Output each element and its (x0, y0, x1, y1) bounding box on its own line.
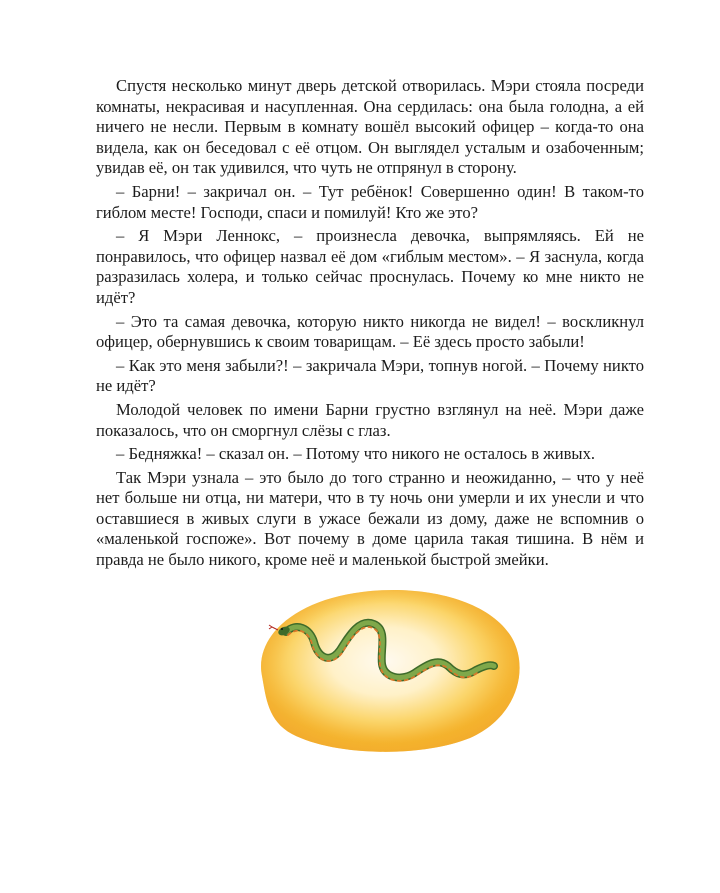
story-text (96, 76, 644, 574)
paragraph: Так Мэри узнала – это было до того странно и неожиданно, – что у неё нет больше ни отца, ни матери, что в ту ночь они умерли и их унесли и что оставшиеся в живых слуги в ужасе бежали из дому, даже не вспомнив о «маленькой госпоже». Вот почему в доме царила такая тишина. В нём и правда не было никого, кроме неё и маленькой быстрой змейки. (96, 467, 644, 570)
paragraph: – Это та самая девочка, которую никто никогда не видел! – воскликнул офицер, обернувшись к своим товарищам. – Её здесь просто забыли! (96, 311, 644, 352)
paragraph: Спустя несколько минут дверь детской отворилась. Мэри стояла посреди комнаты, некрасивая и насупленная. Она сердилась: она была голодна, а ей ничего не несли. Первым в комнату вошёл высокий офицер – когда-то она видела, как он беседовал с её отцом. Он выглядел усталым и озабоченным; увидав её, он так удивился, что чуть не отпрянул в сторону. (96, 76, 644, 178)
paragraph: – Бедняжка! – сказал он. – Потому что никого не осталось в живых. (116, 444, 596, 464)
paragraph: Молодой человек по имени Барни грустно взглянул на неё. Мэри даже показалось, что он сморгнул слёзы с глаз. (96, 399, 644, 440)
paragraph: – Как это меня забыли?! – закричала Мэри, топнув ногой. – Почему никто не идёт? (96, 355, 644, 396)
paragraph: – Я Мэри Леннокс, – произнесла девочка, выпрямляясь. Ей не понравилось, что офицер назвал её дом «гиблым местом». – Я заснула, когда разразилась холера, и только сейчас проснулась. Почему ко мне никто не идёт? (96, 226, 644, 307)
paragraph: – Барни! – закричал он. – Тут ребёнок! Совершенно один! В таком-то гиблом месте! Господи, спаси и помилуй! Кто же это? (96, 181, 644, 222)
snake-illustration (244, 578, 528, 754)
